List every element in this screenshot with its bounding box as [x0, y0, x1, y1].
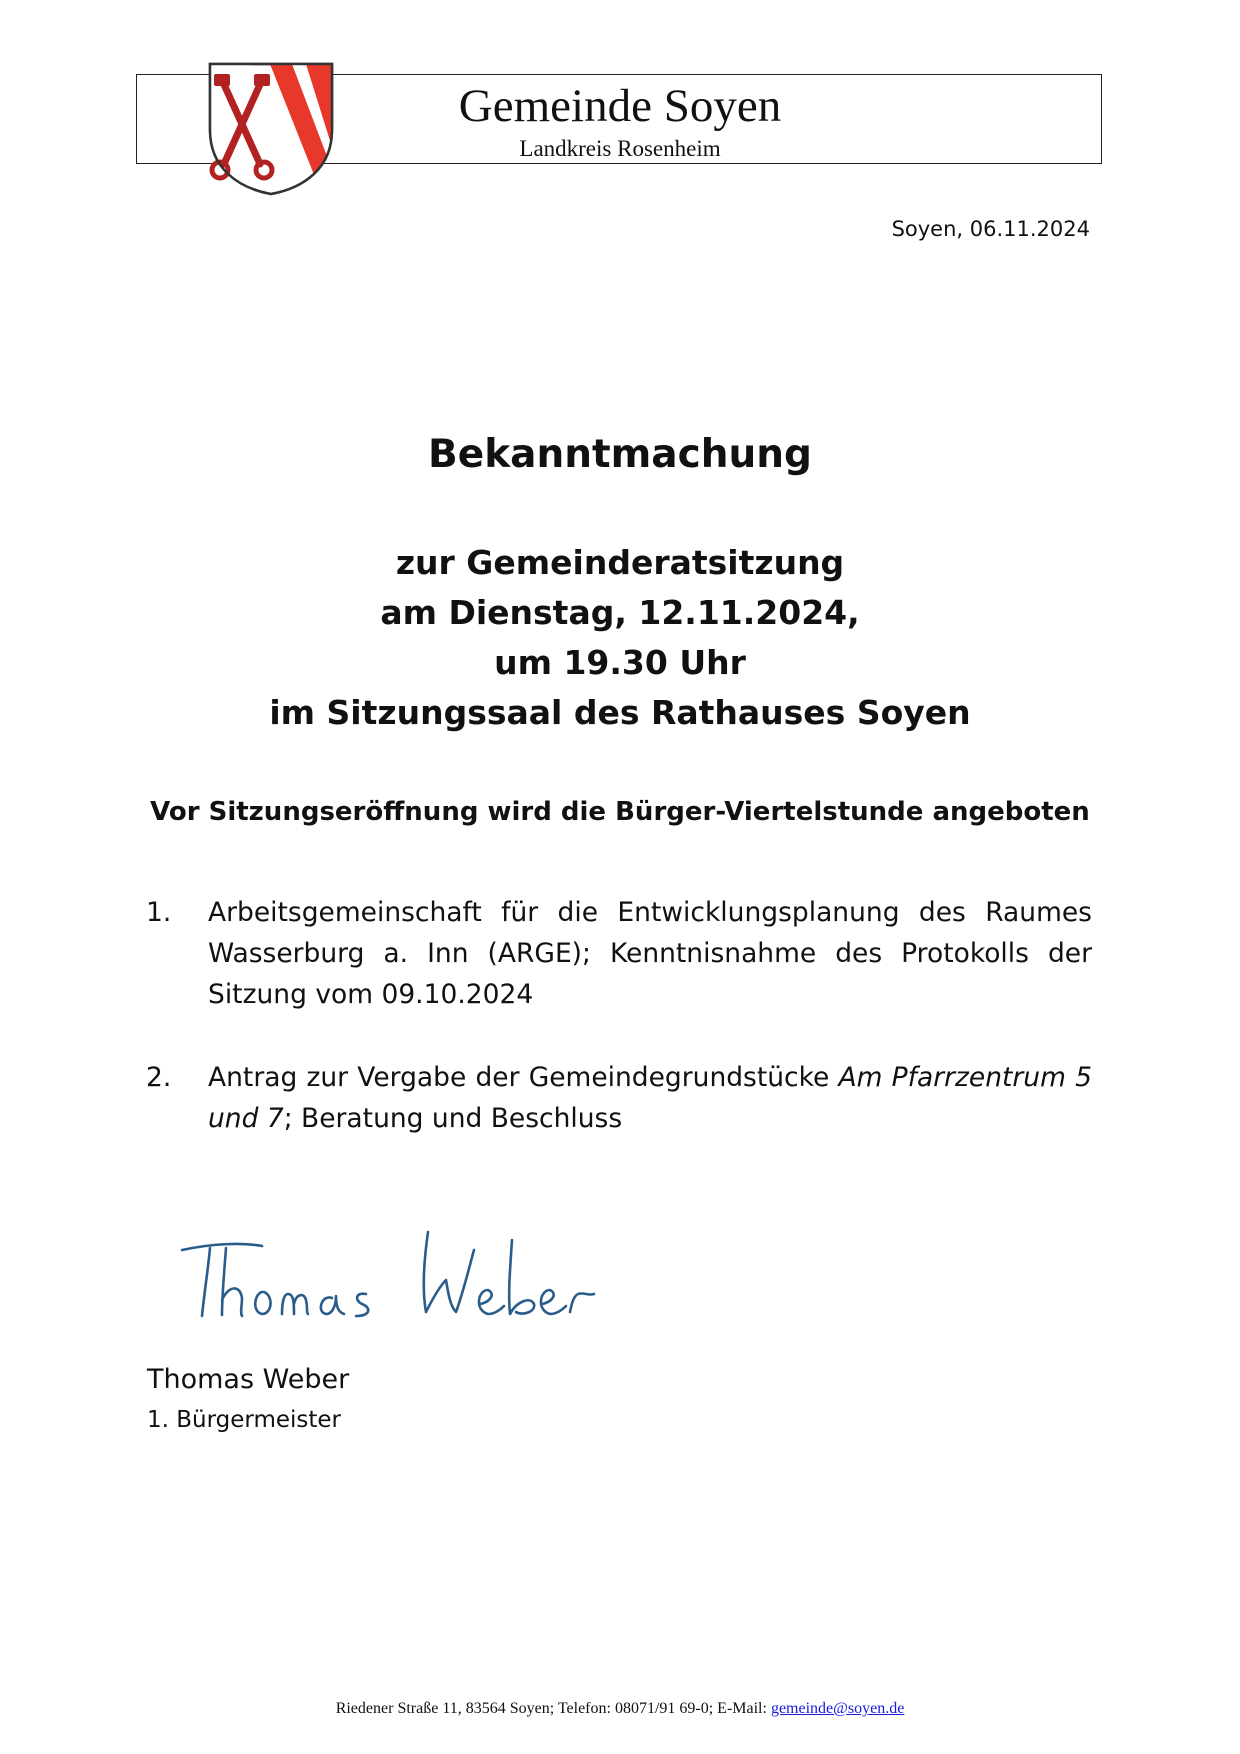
meeting-line: im Sitzungssaal des Rathauses Soyen [269, 693, 971, 732]
meeting-line: zur Gemeinderatsitzung [395, 543, 845, 582]
agenda-text [208, 1057, 1092, 1139]
agenda-text-part: Antrag zur Vergabe der Gemeindegrundstücke [208, 1062, 839, 1093]
agenda-number: 2. [146, 1062, 172, 1093]
meeting-details [0, 538, 1240, 738]
coat-of-arms-icon [206, 60, 336, 196]
handwritten-signature [170, 1220, 610, 1340]
agenda-item [146, 892, 1092, 1015]
meeting-line: am Dienstag, 12.11.2024, [380, 593, 860, 632]
footer-contact [0, 1698, 1240, 1720]
agenda-list [146, 892, 1092, 1181]
document-title: Bekanntmachung [428, 432, 812, 477]
footer-email-link[interactable]: gemeinde@soyen.de [770, 1700, 905, 1717]
agenda-text-part: ; Beratung und Beschluss [283, 1103, 623, 1134]
agenda-text-italic: Am Pfarrzentrum 5 und 7 [208, 1062, 1092, 1134]
municipality-name: Gemeinde Soyen [458, 80, 782, 132]
signatory-name: Thomas Weber [147, 1364, 350, 1395]
agenda-number: 1. [146, 897, 172, 928]
agenda-item [146, 1057, 1092, 1139]
district-name: Landkreis Rosenheim [519, 136, 721, 161]
date-line: Soyen, 06.11.2024 [891, 217, 1090, 241]
citizens-quarter-notice: Vor Sitzungseröffnung wird die Bürger-Viertelstunde angeboten [150, 797, 1090, 827]
agenda-text: Arbeitsgemeinschaft für die Entwicklungsplanung des Raumes Wasserburg a. Inn (ARGE); Kenntnisnahme des Protokolls der Sitzung vom 09.10.2024 [208, 897, 1092, 1010]
meeting-line: um 19.30 Uhr [494, 643, 746, 682]
signatory-role: 1. Bürgermeister [147, 1407, 342, 1433]
footer-address: Riedener Straße 11, 83564 Soyen; Telefon: 08071/91 69-0; E-Mail: [335, 1700, 771, 1717]
